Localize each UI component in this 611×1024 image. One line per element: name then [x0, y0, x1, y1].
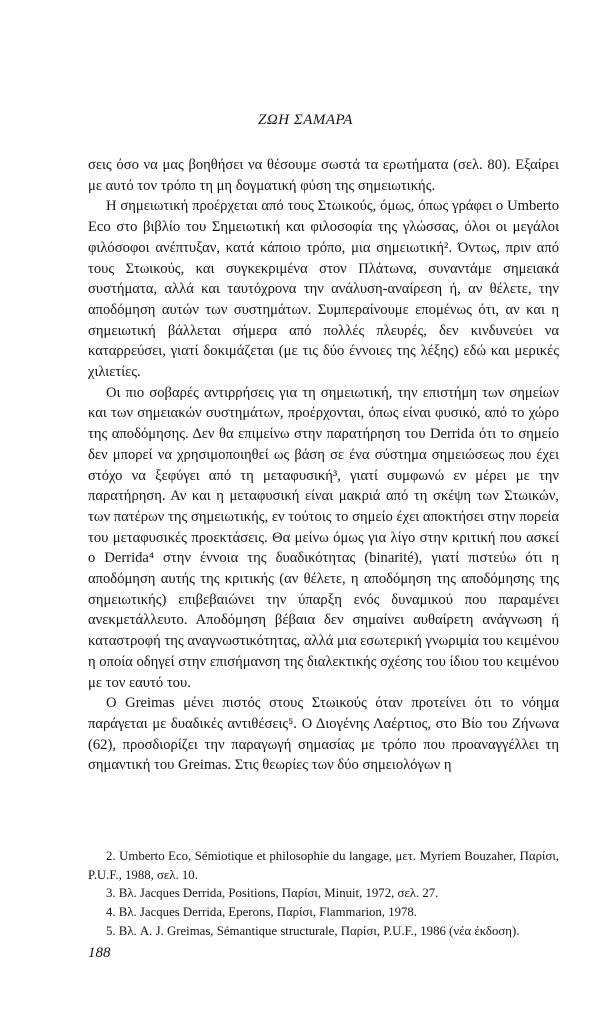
- running-header: ΖΩΗ ΣΑΜΑΡΑ: [258, 112, 353, 128]
- paragraph: Οι πιο σοβαρές αντιρρήσεις για τη σημειωτική, την επιστήμη των σημείων και των σημειακών συστημάτων, προέρχονται, όπως είναι φυσικό, από το χώρο της αποδόμησης. Δεν θα επιμείνω στην παρατήρηση του Derrida ότι το σημείο δεν μπορεί να χρησιμοποιηθεί ως βάση σε ένα σύστημα σημειώσεως που έχει στόχο να ξεφύγει από τη μεταφυσική³, γιατί συμφωνώ εν μέρει με την παρατήρηση. Αν και η μεταφυσική είναι μακριά από τη σκέψη των Στωικών, των πατέρων της σημειωτικής, εν τούτοις το σημείο έχει αποκτήσει στην πορεία του μεταφυσικές προεκτάσεις. Θα μείνω όμως για λίγο στην κριτική που ασκεί ο Derrida⁴ στην έννοια της δυαδικότητας (binarité), γιατί πιστεύω ότι η αποδόμηση αυτής της κριτικής (αν θέλετε, η αποδόμηση της αποδόμησης της σημειωτικής) επιβεβαιώνει την ύπαρξη ενός δυναμικού που παραμένει ανεκμετάλλευτο. Αποδόμηση βέβαια δεν σημαίνει αυθαίρετη ανάγνωση ή καταστροφή της αναγνωστικότητας, αλλά μια εσωτερική γνωριμία του κειμένου η οποία οδηγεί στην επισήμανση της διαλεκτικής σχέσης του ίδιου του κειμένου με τον εαυτό του.: [88, 384, 559, 691]
- page-number: 188: [88, 945, 111, 961]
- paragraph: σεις όσο να μας βοηθήσει να θέσουμε σωστά τα ερωτήματα (σελ. 80). Εξαίρει με αυτό τον τρόπο τη μη δογματική φύση της σημειωτικής.: [88, 157, 559, 194]
- footnotes: [88, 847, 559, 941]
- paragraph: Η σημειωτική προέρχεται από τους Στωικούς, όμως, όπως γράφει ο Umberto Eco στο βιβλίο του Σημειωτική και φιλοσοφία της γλώσσας, όλοι οι μεγάλοι φιλόσοφοι ανέπτυξαν, κατά κάποιο τρόπο, μια σημειωτική². Όντως, πριν από τους Στωικούς, και συγκεκριμένα στον Πλάτωνα, συναντάμε σημειακά συστήματα, αλλά και ταυτόχρονα την ανάλυση-αναίρεση ή, αν θέλετε, την αποδόμηση αυτών των συστημάτων. Συμπεραίνουμε επομένως ότι, αν και η σημειωτική βάλλεται σήμερα από πολλές πλευρές, δεν κινδυνεύει να καταρρεύσει, γιατί δοκιμάζεται (με τις δύο έννοιες της λέξης) εδώ και μερικές χιλιετίες.: [88, 198, 559, 381]
- footnote: 5. Βλ. A. J. Greimas, Sémantique structurale, Παρίσι, P.U.F., 1986 (νέα έκδοση).: [106, 923, 520, 938]
- footnote: 4. Βλ. Jacques Derrida, Eperons, Παρίσι, Flammarion, 1978.: [106, 905, 417, 920]
- footnote: 2. Umberto Eco, Sémiotique et philosophie du langage, μετ. Myriem Bouzaher, Παρίσι, P.U.F., 1988, σελ. 10.: [88, 849, 559, 882]
- body-text: [88, 155, 559, 776]
- footnote: 3. Βλ. Jacques Derrida, Positions, Παρίσι, Minuit, 1972, σελ. 27.: [106, 886, 439, 901]
- paragraph: Ο Greimas μένει πιστός στους Στωικούς όταν προτείνει ότι το νόημα παράγεται με δυαδικές αντιθέσεις⁵. Ο Διογένης Λαέρτιος, στο Βίο του Ζήνωνα (62), προσδιορίζει την παραγωγή σημασίας με τρόπο που προαναγγέλλει τη σημαντική του Greimas. Στις θεωρίες των δύο σημειολόγων η: [88, 695, 559, 774]
